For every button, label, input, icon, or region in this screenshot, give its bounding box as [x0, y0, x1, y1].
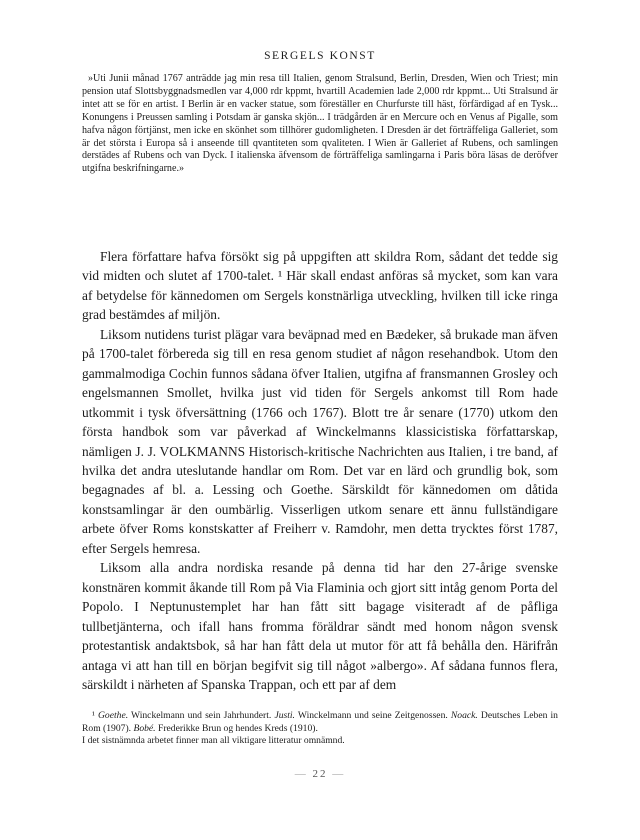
paragraph: Flera författare hafva försökt sig på uppgiften att skildra Rom, sådant det tedde sig vid midten och slutet af 1700-talet. ¹ Här skall endast anföras så mycket, som kan vara af betydelse för kännedomen om Sergels konstnärliga utveckling, hvilken till icke ringa grad bestämdes af miljön. [82, 249, 558, 323]
footnote-marker: ¹ [92, 710, 95, 721]
paragraph: Liksom nutidens turist plägar vara beväpnad med en Bædeker, så brukade man äfven på 1700-talet förbereda sig till en resa genom studiet af någon resehandbok. Utom den gammalmodiga Cochin funnos sådana öfver Italien, utgifna af fransmannen Grosley och engelsmannen Smollet, hvilka just vid tiden för Sergels ankomst till Rom hade utkommit i tysk öfversättning (1766 och 1767). Blott tre år senare (1770) utkom den första handbok som var påverkad af Winckelmanns klassicistiska författarskap, nämligen J. J. VOLKMANNS Historisch-kritische Nachrichten aus Italien, i tre band, af hvilka det andra uteslutande handlar om Rom. Det var en lärd och grundlig bok, som begagnades af bl. a. Lessing och Goethe. Särskildt för kännedomen om dåtida konstsamlingar är den oumbärlig. Visserligen utkom senare ett ännu fullständigare arbete öfver Roms konstskatter af Freiherr v. Ramdohr, men detta trycktes först 1787, efter Sergels hemresa. [82, 326, 558, 556]
footnote-title: Winckelmann und sein Jahrhundert. [131, 710, 272, 721]
page-number [0, 768, 640, 780]
footnote-author: Justi. [274, 710, 295, 721]
footnote-closing: I det sistnämnda arbetet finner man all viktigare litteratur omnämnd. [82, 735, 345, 747]
footnote-title: Deutsches Leben in Rom (1907). [82, 710, 558, 734]
footnote-title: Winckelmann und seine Zeitgenossen. [297, 710, 448, 721]
footnote-title: Frederikke Brun og hendes Kreds (1910). [157, 722, 318, 734]
footnote-author: Noack. [450, 710, 478, 721]
footnote [82, 710, 558, 748]
page-number-dash: — [294, 768, 308, 780]
page-number-dash: — [332, 768, 346, 780]
paragraph: Liksom alla andra nordiska resande på denna tid har den 27-årige svenske konstnären kommit åkande till Rom på Via Flaminia och gjort sitt intåg genom Porta del Popolo. I Neptunustemplet har han fått sitt bagage visiteradt af de påfliga tullbetjänterna, och ifall hans fromma föräldrar sändt med honom någon svensk protestantisk andaktsbok, så har han fått dela ut mutor för att få behålla den. Härifrån antaga vi att han till en början begifvit sig till något »albergo». Af sådana funnos flera, särskildt i närheten af Spanska Trappan, och ett par af dem [82, 560, 558, 692]
main-text [82, 247, 558, 694]
quoted-letter: »Uti Junii månad 1767 anträdde jag min resa till Italien, genom Stralsund, Berlin, Dresden, Wien och Triest; min pension utaf Slottsbyggnadsmedlen var 4,000 rdr kppmt, hvartill Academien lade 2,000 rdr kppmt... Uti Stralsund är intet att se för en artist. I Berlin är en vacker statue, som föreställer en Churfurste till häst, förfärdigad af en Tysk... Konungens i Preussen samling i Potsdam är ganska skjön... I trädgården är en Mercure och en Venus af Pigalle, som hafva någon förtjänst, men icke en skönhet som tillhörer gudomligheten. I Dresden är det förträffeliga Galleriet, som är det största i Europa så i anseende till qvantiteten som qvaliteten. I Wien är Galleriet af Rubens, och samlingen derstädes af Rubens och van Dyck. I italienska äfvensom de förträffeliga samlingarna i Paris böra läsas de deröfver utgifna beskrifningarne.» [82, 73, 558, 175]
footnote-references [82, 710, 558, 735]
footnote-author: Goethe. [98, 710, 129, 721]
page-number-value: 22 [312, 768, 328, 780]
running-header: SERGELS KONST [264, 50, 376, 62]
footnote-author: Bobé. [133, 722, 156, 734]
